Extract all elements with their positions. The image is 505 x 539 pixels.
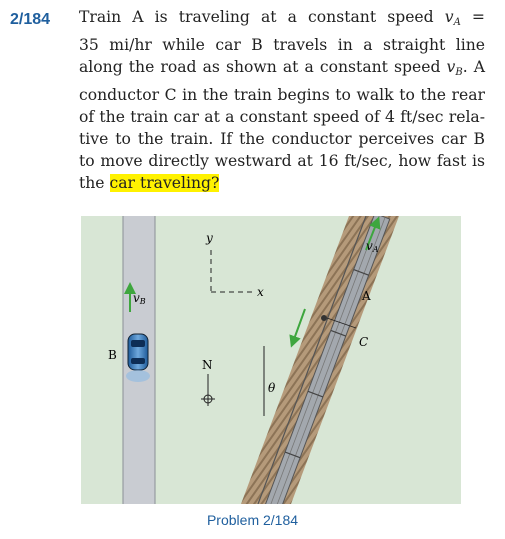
label-a: A (362, 289, 371, 303)
label-va: vA (366, 239, 379, 254)
problem-line-1: Train A is traveling at a constant speed $v_A$ = (79, 8, 485, 28)
label-n: N (202, 358, 213, 372)
problem-line-5: of the train car at a constant speed of 4 ft/sec rela- (79, 108, 485, 126)
label-c: C (359, 335, 369, 349)
train (262, 216, 390, 504)
figure-caption: Problem 2/184 (206, 512, 299, 528)
problem-line-8: the car traveling? (79, 174, 220, 192)
highlighted-text: car traveling? (109, 174, 220, 192)
conductor (321, 315, 327, 321)
problem-statement (79, 6, 485, 194)
figure-svg (81, 216, 461, 504)
label-y: y (206, 231, 213, 245)
problem-line-4: conductor C in the train begins to walk to the rear (79, 86, 485, 104)
problem-line-7: to move directly westward at 16 ft/sec, how fast is (79, 152, 485, 170)
conductor-velocity-arrow (293, 309, 305, 342)
coordinate-axes (211, 250, 253, 292)
label-vb: vB (133, 291, 146, 306)
problem-line-2: 35 mi/hr while car B travels in a straight line (79, 36, 485, 54)
label-b: B (108, 348, 117, 362)
problem-number: 2/184 (10, 11, 51, 28)
label-x: x (257, 285, 264, 299)
north-indicator (201, 374, 215, 406)
car-b (126, 334, 150, 382)
problem-line-3: along the road as shown at a constant speed $v_B$. A (79, 58, 485, 78)
label-theta: θ (268, 381, 276, 395)
problem-line-6: tive to the train. If the conductor perceives car B (79, 130, 485, 148)
problem-figure (81, 216, 461, 504)
